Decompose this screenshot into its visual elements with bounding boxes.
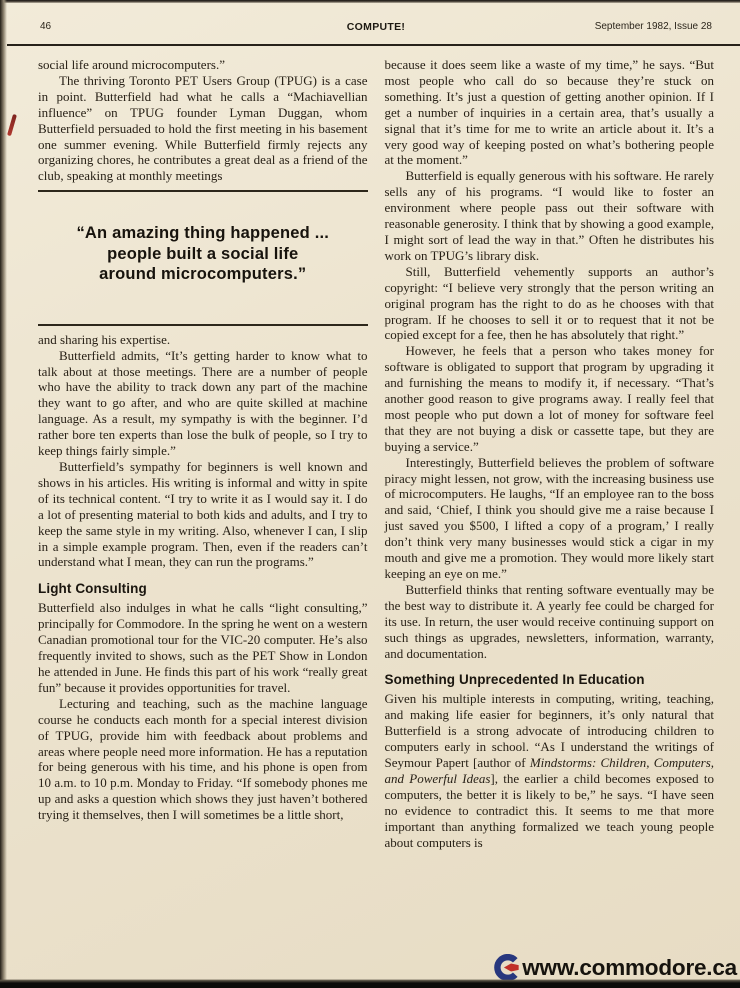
commodore-watermark <box>492 954 737 981</box>
article-column-right <box>385 57 715 851</box>
right-paragraph-0: because it does seem like a waste of my time,” he says. “But most people who call do so because they’re stuck on something. It’s just a question of getting another opinion. If I get a number of inquiries in a certain area, that’s usually a signal that it’s time for me to write an article about it. It’s a very good way of keeping posted on what’s bothering people at the moment.” <box>384 57 714 168</box>
red-pen-mark-annotation <box>7 114 16 136</box>
scan-edge-top <box>0 0 740 3</box>
pull-quote-line: around microcomputers.” <box>99 265 307 284</box>
right-paragraph-7 <box>385 691 715 850</box>
scan-edge-bottom <box>0 979 740 988</box>
watermark-url: www.commodore.ca <box>522 954 737 980</box>
left-paragraph-1: The thriving Toronto PET Users Group (TPUG) is a case in point. Butterfield had what he calls a “Machiavellian influence” on TPUG founder Lyman Duggan, whom Butterfield persuaded to hold the first meeting in his basement one summer evening. While Butterfield firmly rejects any organizing chores, he contributes a great deal as a friend of the club, speaking at monthly meetings <box>38 72 368 184</box>
pull-quote-line: people built a social life <box>107 244 299 263</box>
pull-quote-line: “An amazing thing happened ... <box>76 224 330 243</box>
pull-quote <box>38 198 368 318</box>
issue-info: September 1982, Issue 28 <box>594 21 712 32</box>
left-paragraph-6: Butterfield admits, “It’s getting harder to know what to talk about at those meetings. There are a number of people who have the ability to track down any part of the machine they want to go after, and who are quite skilled at machine language. As a result, my sympathy is with the beginner. I’d rather bore ten experts than lose the bulk of people, so I try to keep things fairly simple.” <box>38 347 368 459</box>
page-number: 46 <box>40 21 52 32</box>
text-run: Given his multiple interests in computing, writing, teaching, and making life easier for beginners, it’s only natural that Butterfield is a strong advocate of introducing children to computers early in school. “As I understand the writings of Seymour Papert [author of <box>384 691 714 771</box>
article-column-left <box>38 57 368 851</box>
scan-edge-left <box>0 0 7 988</box>
left-paragraph-10: Lecturing and teaching, such as the machine language course he conducts each month for a special interest division of TPUG, provide him with feedback about problems and areas where people need more information. He has a reputation for being generous with his time, and his phone is open from 10 a.m. to 10 p.m. Monday to Friday. “If somebody phones me up and asks a question which shows they just haven’t bothered trying it themselves, then I will sometimes be a little short, <box>38 695 368 823</box>
right-paragraph-1: Butterfield is equally generous with his software. He rarely sells any of his programs. “I would like to foster an environment where people pass out their software with reasonable generosity. I think that by showing a good example, I might sort of lead the way in that.” Often he distributes his work on TPUG’s library disk. <box>384 168 714 263</box>
section-heading: Something Unprecedented In Education <box>384 672 645 688</box>
right-paragraph-3: However, he feels that a person who takes money for software is obligated to support that program by upgrading it and furnishing the means to modify it, if necessary. “That’s another good reason to give programs away. I really feel that most people who put down a lot of money for software feel that they are not buying a disk or cassette tape, but they are buying a service.” <box>384 343 714 454</box>
section-heading: Light Consulting <box>38 581 147 597</box>
right-paragraph-5: Butterfield thinks that renting software eventually may be the best way to distribute it. A yearly fee could be charged for its use. In return, the user would receive continuing support on such things as upgrades, newsletters, information, warranty, and documentation. <box>384 581 714 661</box>
right-paragraph-4: Interestingly, Butterfield believes the problem of software piracy might lessen, not grow, with the increasing business use of microcomputers. He laughs, “If an employee ran to the boss and said, ‘Chief, I think you should give me a raise because I just saved you $500, I lifted a copy of a program,’ I really don’t think very many businesses would stick a cigar in my mouth and give me a promotion. They would more likely start keeping an eye on me.” <box>384 454 714 581</box>
magazine-title: COMPUTE! <box>346 21 406 33</box>
article-body <box>38 57 714 851</box>
left-paragraph-7: Butterfield’s sympathy for beginners is well known and shows in his articles. His writing is informal and witty in spite of its technical content. “I try to write it as I would say it. I do a lot of presenting material to both kids and adults, and I try to keep the same style in my writing. Also, whenever I can, I slip in a simple example program. Then, even if the readers can’t understand what I mean, they can run the programs.” <box>38 459 368 570</box>
left-paragraph-0: social life around microcomputers.” <box>38 57 225 72</box>
text-run: ], the earlier a child becomes exposed to computers, the better it is likely to be,” he says. “I have seen no evidence to contradict this. It seems to me that more important than anything formalized we teach young people about computers is <box>384 770 715 850</box>
book-title-italic: Mindstorms: Children, Computers, and Powerful Ideas <box>384 755 714 786</box>
left-paragraph-9: Butterfield also indulges in what he calls “light consulting,” principally for Commodore. In the spring he went on a western Canadian promotional tour for the VIC-20 computer. He’s also frequently invited to shows, such as the PET Show in London he attended in June. He finds this part of his work “really great fun” because it provides opportunities for travel. <box>38 600 368 695</box>
pullquote-divider-rule <box>38 190 368 192</box>
pullquote-divider-rule <box>38 324 368 326</box>
header-rule <box>7 44 740 46</box>
right-paragraph-2: Still, Butterfield vehemently supports an author’s copyright: “I believe very strongly that the person writing an original program has the right to do as he chooses with that program. If he chooses to sell it or to request that it not be copied except for a fee, then he has absolutely that right.” <box>384 263 714 343</box>
left-paragraph-5: and sharing his expertise. <box>38 331 171 347</box>
commodore-logo-icon <box>492 954 520 981</box>
page-header <box>40 21 712 32</box>
